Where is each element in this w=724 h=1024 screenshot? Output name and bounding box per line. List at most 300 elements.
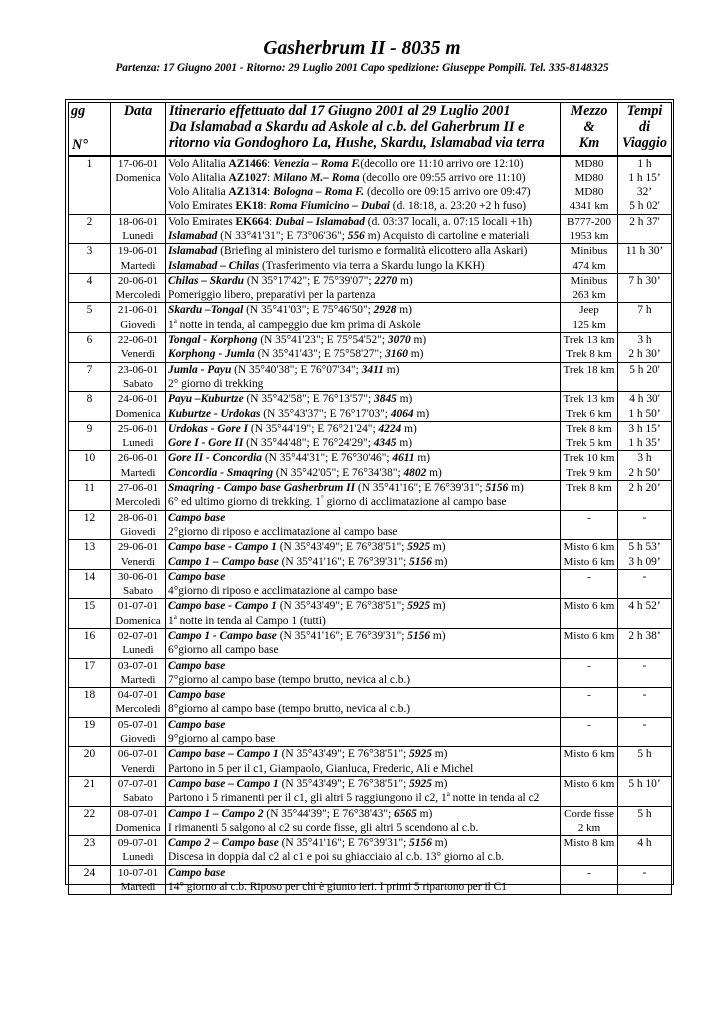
tempi-value: 1 h 50’ [628,407,661,420]
date-value: 25-06-01 [117,422,159,435]
tempi-value: 4 h 30' [629,393,660,406]
table-row [69,510,672,540]
mezzo-value: Minibus [570,274,608,287]
itinerary-cell [166,273,561,303]
itinerary-line [168,157,558,171]
plain-text: (N 35°43'37"; E 76°17'03"; [260,407,391,420]
date-value: 18-06-01 [117,215,159,228]
table-row [69,214,672,244]
tempi-cell [618,451,672,481]
bold-text: Campo base [168,866,226,879]
itinerary-line [168,274,558,288]
date-value: 28-06-01 [117,511,159,524]
plain-text: : [267,186,274,199]
itinerary-cell [166,806,561,836]
plain-text: Volo Alitalia [168,157,229,170]
header-mezzo-line: Mezzo [570,103,608,119]
bold-text: Korphong - Jumla [168,348,255,361]
mezzo-cell [561,244,618,274]
mezzo-value: Misto 8 km [563,837,615,850]
plain-text: m) [431,748,448,761]
plain-text: Volo Alitalia [168,171,229,184]
itinerary-line [168,318,558,332]
table-row [69,333,672,363]
tempi-value: 5 h [637,748,652,761]
tempi-cell [618,244,672,274]
bold-text: 5925 [407,600,431,613]
bold-text: 4345 [373,437,397,450]
table-row [69,836,672,866]
mezzo-value: MD80 [574,157,604,170]
bold-text: Tongal - Korphong [168,334,258,347]
itinerary-line [168,673,558,687]
bold-text: 2928 [373,304,397,317]
bold-text: Roma Fiumicino – Dubai [269,200,390,213]
weekday: Sabato [123,377,153,390]
mezzo-value: B777-200 [567,215,611,228]
plain-text: Volo Alitalia [168,186,229,199]
date-cell [111,836,166,866]
mezzo-value: Trek 10 km [563,452,615,465]
bold-text: Jumla - Payu [168,363,232,376]
header-itinerary-line: Da Islamabad a Skardu ad Askole al c.b. del Gaherbrum II e [169,119,525,136]
plain-text: (N 35°17'42"; E 75°39'07"; [243,274,375,287]
plain-text: 2° giorno di trekking [168,377,264,390]
table-row [69,540,672,570]
weekday: Sabato [123,792,153,805]
mezzo-cell [561,303,618,333]
mezzo-cell [561,569,618,599]
weekday: Martedì [120,259,156,272]
header-tempi [618,103,672,156]
bold-text: Campo base – Campo 1 [168,748,279,761]
plain-text: notte in tenda, al campeggio due km prima di Askole [176,318,421,331]
mezzo-value: MD80 [574,186,604,199]
plain-text: m) [431,837,448,850]
plain-text: Partono i 5 rimanenti per il c1, gli altri 5 raggiungono il c2, 1 [168,792,447,805]
itinerary-cell [166,865,561,895]
itinerary-line [168,525,558,539]
page-subtitle: Partenza: 17 Giugno 2001 - Ritorno: 29 Luglio 2001 Capo spedizione: Giuseppe Pompili. Tel. 335-8148325 [115,62,609,74]
plain-text: : [267,171,274,184]
mezzo-value: 4341 km [569,200,609,213]
date-cell [111,481,166,511]
mezzo-value: Trek 8 km [566,348,612,361]
header-gg-label: gg [71,103,86,119]
mezzo-cell [561,776,618,806]
tempi-value: 2 h 38’ [628,630,661,642]
bold-text: Islamabad [168,229,218,242]
day-number: 7 [69,362,111,392]
date-cell [111,599,166,629]
plain-text: Partono in 5 per il c1, Giampaolo, Gianluca, Frederic, Ali e Michel [168,762,474,775]
itinerary-line [168,333,558,347]
date-cell [111,806,166,836]
date-cell [111,540,166,570]
itinerary-cell [166,392,561,422]
tempi-cell [618,688,672,718]
plain-text: 7°giorno al campo base (tempo brutto, nevica al c.b.) [168,673,411,686]
plain-text: m) [508,482,524,495]
date-cell [111,717,166,747]
tempi-value: - [642,659,647,672]
mezzo-value: Trek 13 km [563,334,615,347]
table-row [69,392,672,422]
bold-text: Campo 1 – Campo base [168,555,279,568]
table-row [69,481,672,511]
mezzo-value: - [587,689,591,702]
bold-text: Concordia - Smaqring [168,466,274,479]
date-cell [111,747,166,777]
tempi-value: 3 h 15’ [628,422,661,435]
day-number: 2 [69,214,111,244]
header-no-label: N° [72,137,88,154]
plain-text: (N 35°43'49"; E 76°38'51"; [276,541,408,554]
date-value: 26-06-01 [117,452,159,465]
plain-text: (decollo ore 09:15 arrivo ore 09:47) [364,186,531,199]
plain-text: (d. 18:18, a. 23:20 +2 h fuso) [389,200,527,213]
bold-text: Kuburtze - Urdokas [168,407,261,420]
plain-text: (N 35°43'49"; E 76°38'51"; [278,748,410,761]
date-cell [111,214,166,244]
date-value: 24-06-01 [117,393,159,406]
bold-text: 3070 [387,334,411,347]
tempi-cell [618,156,672,215]
itinerary-cell [166,540,561,570]
plain-text: : [269,215,276,228]
page-title: Gasherbrum II - 8035 m [263,38,461,59]
weekday: Domenica [115,614,161,627]
day-number: 13 [69,540,111,570]
table-row [69,629,672,659]
tempi-value: 5 h 53’ [628,541,661,554]
itinerary-cell [166,658,561,688]
date-cell [111,569,166,599]
tempi-value: 4 h 52’ [628,600,661,613]
itinerary-cell [166,599,561,629]
plain-text: Volo Emirates [168,215,236,228]
header-tempi-line: Tempi [626,103,663,119]
mezzo-cell [561,806,618,836]
itinerary-table [68,102,672,895]
mezzo-value: Misto 6 km [563,541,615,554]
itinerary-line [168,584,558,598]
mezzo-cell [561,747,618,777]
itinerary-line [168,836,558,850]
weekday: Martedì [120,881,156,894]
table-row [69,806,672,836]
superscript-text: a [446,790,450,799]
date-cell [111,865,166,895]
date-cell [111,776,166,806]
plain-text: m) [426,466,442,479]
plain-text: m) [414,452,431,465]
itinerary-line [168,347,558,361]
weekday: Domenica [115,821,161,834]
plain-text: (N 35°41'43"; E 75°58'27"; [254,348,386,361]
itinerary-line [168,363,558,377]
date-cell [111,156,166,215]
itinerary-line [168,185,558,199]
itinerary-line [168,288,558,302]
mezzo-value: 125 km [572,318,606,331]
mezzo-cell [561,865,618,895]
itinerary-line [168,199,558,213]
header-tempi-line: di [638,119,651,136]
mezzo-cell [561,451,618,481]
plain-text: 9°giorno al campo base [168,733,276,746]
bold-text: 5156 [485,482,509,495]
table-row [69,569,672,599]
bold-text: Urdokas - Gore I [168,422,249,435]
itinerary-line [168,807,558,821]
day-number: 17 [69,658,111,688]
bold-text: 3411 [361,363,384,376]
table-row [69,156,672,215]
tempi-value: 7 h 30’ [628,274,661,287]
tempi-value: 7 h [637,304,652,317]
bold-text: 2270 [374,274,398,287]
date-value: 19-06-01 [117,245,159,258]
itinerary-cell [166,569,561,599]
superscript-text: a [173,612,177,621]
day-number: 12 [69,510,111,540]
mezzo-value: Corde fisse [564,807,614,820]
plain-text: (N 35°43'49"; E 76°38'51"; [276,600,408,613]
date-cell [111,244,166,274]
bold-text: AZ1027 [228,171,268,184]
itinerary-line [168,436,558,450]
itinerary-line [168,511,558,525]
itinerary-cell [166,333,561,363]
weekday: Mercoledì [115,289,161,302]
day-number: 6 [69,333,111,363]
plain-text: Pomeriggio libero, preparativi per la partenza [168,289,376,302]
table-row [69,451,672,481]
itinerary-line [168,555,558,569]
day-number: 10 [69,451,111,481]
itinerary-line [168,229,558,243]
header-itinerary-line: ritorno via Gondoghoro La, Hushe, Skardu, Islamabad via terra [169,135,545,152]
itinerary-line [168,747,558,761]
mezzo-cell [561,362,618,392]
itinerary-line [168,407,558,421]
tempi-cell [618,214,672,244]
tempi-value: 11 h 30’ [625,245,664,258]
plain-text: 8°giorno al campo base (tempo brutto, nevica al c.b.) [168,703,411,716]
bold-text: Gore I - Gore II [168,437,244,450]
mezzo-cell [561,688,618,718]
plain-text: (decollo ore 11:10 arrivo ore 12:10) [360,157,524,170]
bold-text: Campo base - Campo 1 [168,541,277,554]
tempi-value: 1 h [637,157,652,170]
day-number: 5 [69,303,111,333]
mezzo-value: - [587,570,591,583]
plain-text: : [263,200,270,213]
mezzo-cell [561,658,618,688]
plain-text: giorno di acclimatazione al campo base [323,496,507,509]
itinerary-line [168,880,558,894]
tempi-cell [618,333,672,363]
plain-text: m) [431,777,448,790]
day-number: 19 [69,717,111,747]
weekday: Domenica [115,407,161,420]
itinerary-line [168,303,558,317]
itinerary-cell [166,303,561,333]
date-cell [111,688,166,718]
plain-text: (d. 03:37 locali, a. 07:15 locali +1h) [364,215,533,228]
plain-text: (N 35°44'31"; E 76°30'46"; [261,452,393,465]
bold-text: 5925 [409,748,432,761]
tempi-value: 32’ [636,186,653,199]
tempi-value: 5 h 10’ [628,777,661,790]
tempi-value: 5 h 02' [629,200,660,213]
plain-text: m) [416,807,433,820]
day-number: 9 [69,421,111,451]
mezzo-value: Trek 18 km [563,363,615,376]
plain-text: (N 35°41'16"; E 76°39'31"; [276,630,408,642]
itinerary-line [168,422,558,436]
date-cell [111,451,166,481]
plain-text: (N 35°41'16"; E 76°39'31"; [278,837,410,850]
date-value: 02-07-01 [117,630,159,642]
bold-text: Islamabad – Chilas [168,259,260,272]
tempi-cell [618,569,672,599]
day-number: 24 [69,865,111,895]
date-value: 01-07-01 [117,600,159,613]
date-cell [111,303,166,333]
day-number: 15 [69,599,111,629]
itinerary-cell [166,688,561,718]
date-cell [111,362,166,392]
bold-text: Payu –Kuburtze [168,393,244,406]
table-body [69,156,672,895]
bold-text: Skardu –Tongal [168,304,244,317]
itinerary-line [168,762,558,776]
itinerary-line [168,791,558,805]
header-gg [69,103,111,156]
tempi-cell [618,865,672,895]
date-cell [111,629,166,659]
itinerary-cell [166,776,561,806]
date-value: 04-07-01 [117,689,159,702]
plain-text: m) [396,437,413,450]
date-cell [111,333,166,363]
plain-text: Discesa in doppia dal c2 al c1 e poi su ghiacciaio al c.b. 13° giorno al c.b. [168,851,505,864]
day-number: 8 [69,392,111,422]
itinerary-cell [166,510,561,540]
bold-text: 6565 [393,807,417,820]
date-cell [111,273,166,303]
weekday: Venerdì [120,762,156,775]
itinerary-line [168,821,558,835]
tempi-value: - [642,866,647,879]
itinerary-line [168,629,558,643]
plain-text: (N 35°41'03"; E 75°46'50"; [243,304,374,317]
bold-text: Venezia – Roma F. [273,157,361,170]
tempi-cell [618,599,672,629]
tempi-cell [618,481,672,511]
itinerary-line [168,451,558,465]
bold-text: 4611 [392,452,415,465]
mezzo-value: 2 km [577,821,601,834]
tempi-cell [618,806,672,836]
tempi-value: 5 h [637,807,652,820]
plain-text: m) [401,422,417,435]
date-value: 17-06-01 [117,157,159,170]
tempi-cell [618,392,672,422]
mezzo-value: Misto 6 km [563,630,615,642]
itinerary-line [168,570,558,584]
weekday: Sabato [123,585,153,598]
table-row [69,303,672,333]
weekday: Giovedì [120,733,156,746]
plain-text: (N 35°44'48"; E 76°24'29"; [243,437,374,450]
weekday: Lunedì [122,851,154,864]
tempi-value: 1 h 15’ [628,171,661,184]
day-number: 4 [69,273,111,303]
bold-text: Campo base [168,511,226,524]
day-number: 1 [69,156,111,215]
mezzo-value: Misto 6 km [563,555,615,568]
tempi-cell [618,510,672,540]
tempi-value: - [642,718,647,731]
plain-text: 1 [168,614,174,627]
plain-text: (N 35°42'05"; E 76°34'38"; [273,466,404,479]
tempi-value: 4 h [637,837,652,850]
date-value: 21-06-01 [117,304,159,317]
weekday: Domenica [115,171,161,184]
bold-text: AZ1314 [228,186,268,199]
plain-text: (N 35°41'23"; E 75°54'52"; [257,334,388,347]
itinerary-cell [166,717,561,747]
mezzo-cell [561,836,618,866]
mezzo-cell [561,717,618,747]
bold-text: Dubai – Islamabad [275,215,365,228]
mezzo-value: Trek 13 km [563,393,615,406]
date-value: 20-06-01 [117,274,159,287]
superscript-text: ° [320,494,324,503]
date-cell [111,421,166,451]
itinerary-line [168,244,558,258]
bold-text: 4064 [390,407,414,420]
itinerary-line [168,777,558,791]
plain-text: 2°giorno di riposo e acclimatazione al campo base [168,525,398,538]
table-row [69,658,672,688]
table-row [69,717,672,747]
mezzo-value: Misto 6 km [563,748,615,761]
bold-text: 4224 [378,422,402,435]
itinerary-line [168,377,558,391]
plain-text: (N 35°44'39"; E 76°38'43"; [263,807,394,820]
bold-text: 5156 [407,630,431,642]
itinerary-line [168,171,558,185]
bold-text: Islamabad [168,245,218,258]
date-value: 03-07-01 [117,659,159,672]
mezzo-value: Trek 9 km [566,466,612,479]
mezzo-value: - [587,511,591,524]
itinerary-line [168,614,558,628]
bold-text: EK664 [235,215,270,228]
date-value: 10-07-01 [117,866,159,879]
bold-text: Campo 2 – Campo base [168,837,279,850]
mezzo-value: 1953 km [569,229,609,242]
date-value: 09-07-01 [117,837,159,850]
plain-text: Volo Emirates [168,200,236,213]
mezzo-cell [561,333,618,363]
date-value: 06-07-01 [117,748,159,761]
bold-text: Chilas – Skardu [168,274,244,287]
